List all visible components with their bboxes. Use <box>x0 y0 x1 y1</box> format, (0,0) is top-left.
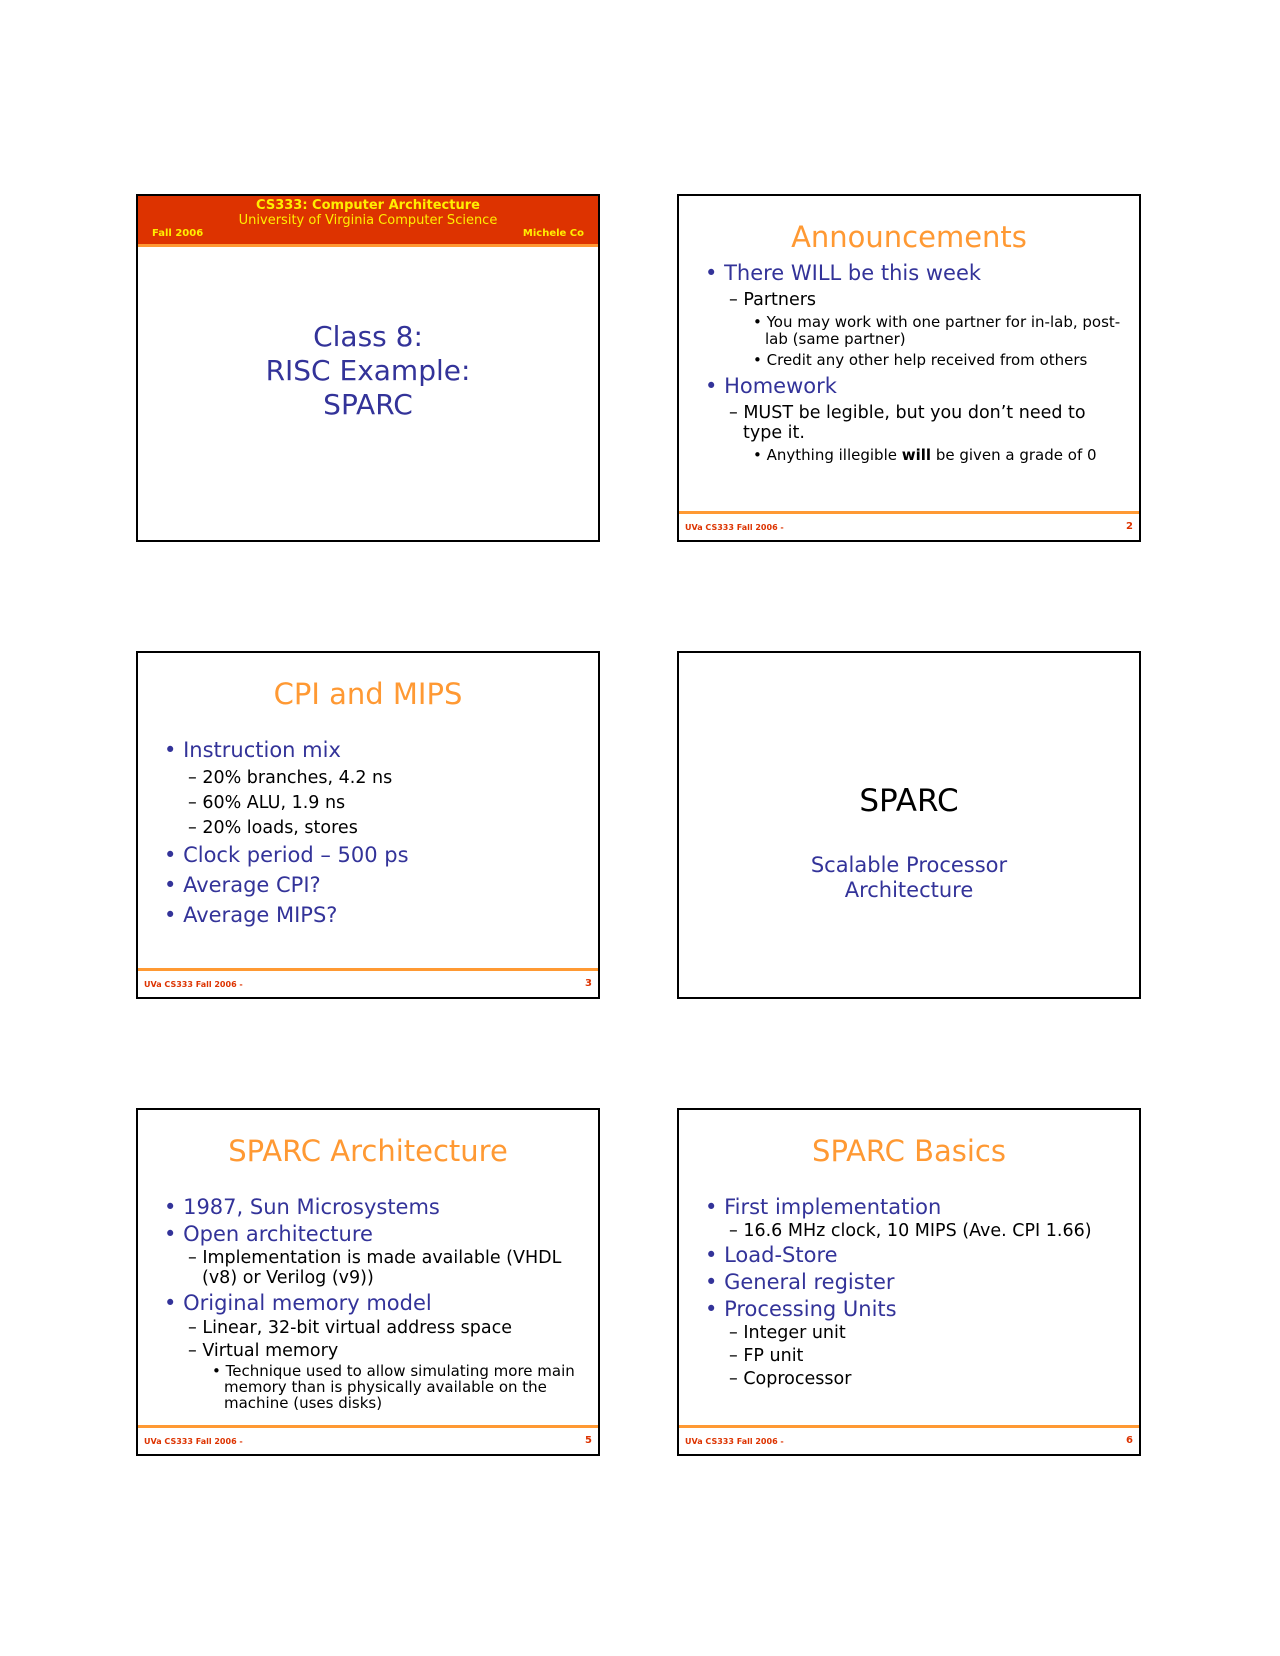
slide-5 <box>136 1108 600 1456</box>
sub-bullet-item: – Virtual memory <box>188 1341 339 1361</box>
bullet-item: • 1987, Sun Microsystems <box>164 1195 440 1219</box>
sub-bullet-item: – Integer unit <box>729 1323 846 1343</box>
bullet-item: • Average MIPS? <box>164 903 338 927</box>
slide-title: SPARC Basics <box>812 1134 1006 1168</box>
sub-bullet-item: – Partners <box>729 290 817 310</box>
page-number: 5 <box>585 1435 592 1446</box>
sub-bullet-item: – Implementation is made available (VHDL (v8) or Verilog (v9)) <box>188 1248 562 1288</box>
slide-body <box>164 1194 580 1411</box>
slide-body <box>705 260 1121 464</box>
instructor-name: Michele Co <box>522 228 584 239</box>
sub-bullet-item: – 20% branches, 4.2 ns <box>188 768 393 788</box>
slide-6 <box>677 1108 1141 1456</box>
slide-title: SPARC <box>859 783 959 819</box>
bullet-item: • Open architecture <box>164 1222 373 1246</box>
slide-title: CPI and MIPS <box>273 677 463 711</box>
slide-body <box>164 737 580 928</box>
bullet-item: • Load-Store <box>705 1243 838 1267</box>
slide-footer <box>138 968 598 997</box>
slide-title <box>138 320 598 422</box>
slide-1 <box>136 194 600 542</box>
sub-bullet-item: – 60% ALU, 1.9 ns <box>188 793 346 813</box>
title-line: Class 8: <box>313 320 423 353</box>
slide-body <box>705 1194 1121 1389</box>
slide-title: Announcements <box>791 220 1027 254</box>
slide-3 <box>136 651 600 999</box>
subtitle-line: Scalable Processor <box>810 853 1008 877</box>
bullet-item: • Homework <box>705 374 837 398</box>
sub-bullet-item: – MUST be legible, but you don’t need to type it. <box>729 403 1086 443</box>
bullet-item: • First implementation <box>705 1195 942 1219</box>
school-name: University of Virginia Computer Science <box>238 213 498 228</box>
slide-title: SPARC Architecture <box>228 1134 508 1168</box>
title-line: SPARC <box>323 388 413 421</box>
footer-text: UVa CS333 Fall 2006 - <box>144 1437 243 1446</box>
bullet-item: • Clock period – 500 ps <box>164 843 409 867</box>
bullet-item: • Instruction mix <box>164 738 341 762</box>
page-number: 3 <box>585 978 592 989</box>
term-label: Fall 2006 <box>152 228 204 239</box>
slide-footer <box>679 1425 1139 1454</box>
slide-footer <box>138 1425 598 1454</box>
slide-4 <box>677 651 1141 999</box>
sub-bullet-item: – 16.6 MHz clock, 10 MIPS (Ave. CPI 1.66) <box>729 1221 1092 1241</box>
course-name: CS333: Computer Architecture <box>256 198 480 213</box>
sub-bullet-item: – Linear, 32-bit virtual address space <box>188 1318 512 1338</box>
bullet-item: • Processing Units <box>705 1297 897 1321</box>
sub-sub-bullet-item: • Anything illegible will be given a grade of 0 <box>753 446 1097 464</box>
footer-text: UVa CS333 Fall 2006 - <box>685 1437 784 1446</box>
page-number: 6 <box>1126 1435 1133 1446</box>
sub-bullet-item: – 20% loads, stores <box>188 818 358 838</box>
bullet-item: • Average CPI? <box>164 873 321 897</box>
bullet-item: • General register <box>705 1270 895 1294</box>
sub-sub-bullet-item: • Technique used to allow simulating more main memory than is physically available on the machine (uses disks) <box>212 1362 575 1412</box>
slide-header-banner <box>138 196 598 247</box>
footer-text: UVa CS333 Fall 2006 - <box>144 980 243 989</box>
subtitle-line: Architecture <box>844 878 974 902</box>
bullet-item: • There WILL be this week <box>705 261 982 285</box>
slide-footer <box>679 511 1139 540</box>
bullet-item: • Original memory model <box>164 1291 432 1315</box>
title-line: RISC Example: <box>265 354 471 387</box>
slide-subtitle <box>679 853 1139 903</box>
sub-bullet-item: – FP unit <box>729 1346 804 1366</box>
sub-bullet-item: – Coprocessor <box>729 1369 852 1389</box>
sub-sub-bullet-item: • Credit any other help received from others <box>753 351 1088 369</box>
footer-text: UVa CS333 Fall 2006 - <box>685 523 784 532</box>
page-number: 2 <box>1126 521 1133 532</box>
slide-2 <box>677 194 1141 542</box>
sub-sub-bullet-item: • You may work with one partner for in-lab, post-lab (same partner) <box>753 313 1121 348</box>
